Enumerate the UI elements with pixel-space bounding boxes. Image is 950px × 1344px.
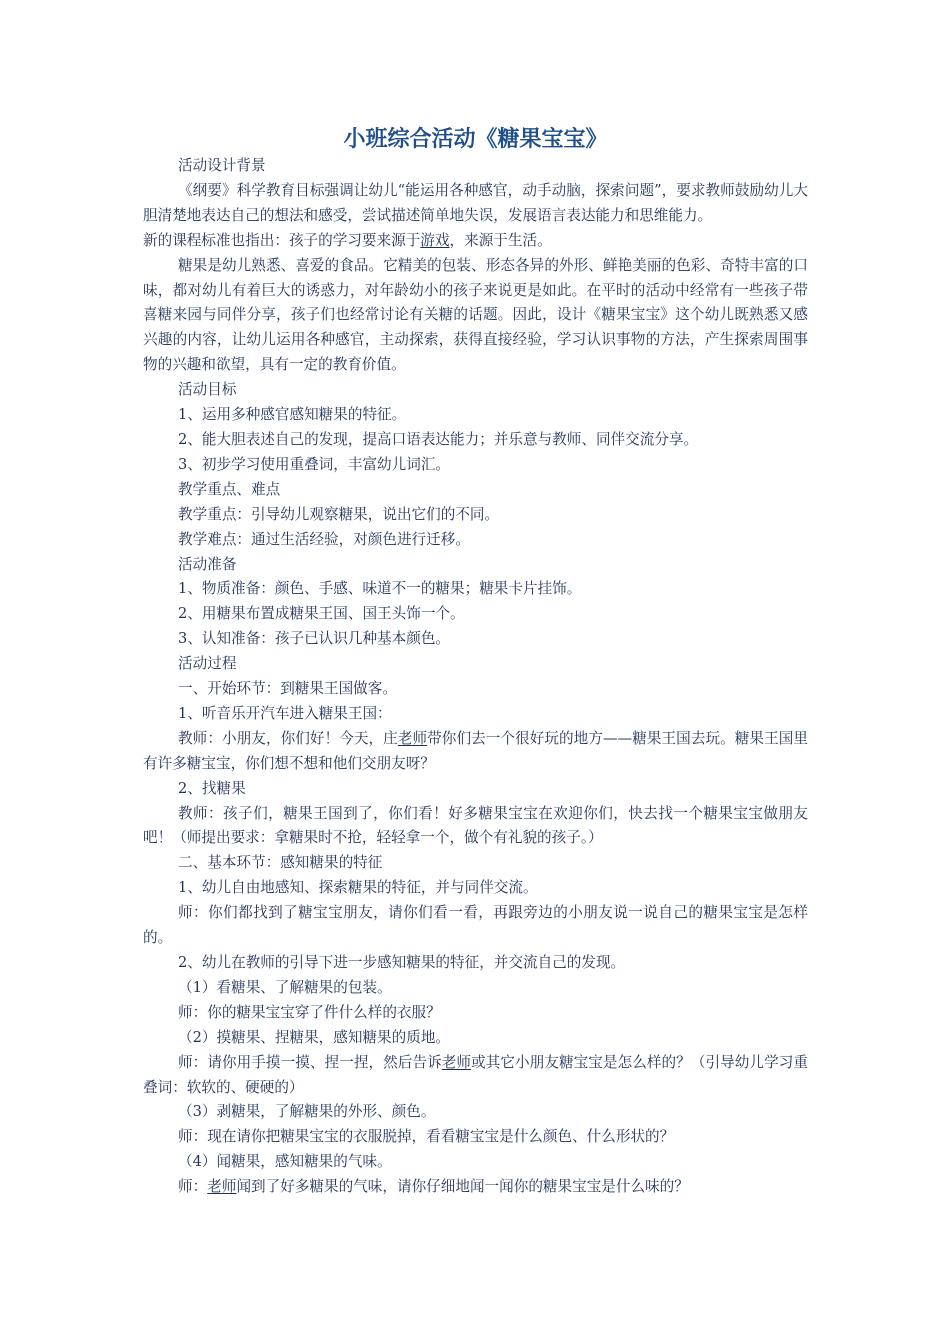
paragraph-text: 活动设计背景 <box>178 157 266 174</box>
paragraph <box>143 876 808 901</box>
paragraph-text: （1）看糖果、了解糖果的包装。 <box>178 978 392 996</box>
paragraph-text: 《纲要》科学教育目标强调让幼儿“能运用各种感官，动手动脑，探索问题”，要求教师鼓励幼儿大胆清楚地表达自己的想法和感受，尝试描述简单地失误，发展语言表达能力和思维能力。 <box>143 181 808 224</box>
paragraph <box>143 951 808 976</box>
paragraph-text: （2）摸糖果、捏糖果，感知糖果的质地。 <box>178 1028 451 1046</box>
paragraph-text: 1、物质准备：颜色、手感、味道不一的糖果；糖果卡片挂饰。 <box>178 580 582 598</box>
paragraph <box>143 254 808 379</box>
paragraph-text: 带你们去一个很好玩的地方——糖果王国去玩。糖果王国里有许多糖宝宝，你们想不想和他们交朋友呀？ <box>143 729 808 772</box>
paragraph-text: 或其它小朋友糖宝宝是怎么样的？（引导幼儿学习重叠词：软软的、硬硬的） <box>143 1053 808 1096</box>
paragraph-text: 3、初步学习使用重叠词，丰富幼儿词汇。 <box>178 455 451 473</box>
paragraph-text: 2、用糖果布置成糖果王国、国王头饰一个。 <box>178 605 465 623</box>
paragraph <box>143 851 808 876</box>
hyperlink[interactable]: 老师 <box>397 729 428 747</box>
paragraph <box>143 553 808 578</box>
paragraph-text: 师：请你用手摸一摸、捏一捏，然后告诉 <box>178 1053 442 1071</box>
paragraph-text: 一、开始环节：到糖果王国做客。 <box>178 680 397 698</box>
paragraph <box>143 702 808 727</box>
paragraph-text: 师： <box>178 1178 208 1196</box>
paragraph <box>143 1001 808 1026</box>
paragraph-text: 2、能大胆表述自己的发现，提高口语表达能力；并乐意与教师、同伴交流分享。 <box>178 430 699 448</box>
paragraph-text: 2、幼儿在教师的引导下进一步感知糖果的特征，并交流自己的发现。 <box>178 954 626 971</box>
paragraph-text: （3）剥糖果，了解糖果的外形、颜色。 <box>178 1103 436 1121</box>
paragraph <box>143 179 808 229</box>
paragraph-text: 教师：孩子们，糖果王国到了，你们看！好多糖果宝宝在欢迎你们，快去找一个糖果宝宝做朋友吧！（师提出要求：拿糖果时不抢，轻轻拿一个，做个有礼貌的孩子。） <box>143 804 808 847</box>
paragraph <box>143 453 808 478</box>
paragraph <box>143 1026 808 1051</box>
paragraph <box>143 1051 808 1101</box>
paragraph-text: 二、基本环节：感知糖果的特征 <box>178 854 383 872</box>
paragraph-text: 1、听音乐开汽车进入糖果王国： <box>178 704 392 722</box>
paragraph-text: 1、幼儿自由地感知、探索糖果的特征，并与同伴交流。 <box>178 879 538 897</box>
paragraph-list <box>143 154 808 1200</box>
paragraph-text: 闻到了好多糖果的气味，请你仔细地闻一闻你的糖果宝宝是什么味的？ <box>236 1178 689 1196</box>
paragraph <box>143 229 808 254</box>
paragraph <box>143 154 808 179</box>
document-body <box>143 124 808 1200</box>
paragraph-text: 2、找糖果 <box>178 779 246 797</box>
paragraph-text: 教学重点、难点 <box>178 480 281 498</box>
hyperlink[interactable]: 老师 <box>207 1178 237 1196</box>
paragraph <box>143 727 808 777</box>
paragraph <box>143 1150 808 1175</box>
paragraph <box>143 602 808 627</box>
paragraph <box>143 378 808 403</box>
paragraph-text: 糖果是幼儿熟悉、喜爱的食品。它精美的包装、形态各异的外形、鲜艳美丽的色彩、奇特丰富的口味，都对幼儿有着巨大的诱惑力，对年龄幼小的孩子来说更是如此。在平时的活动中经常有一些孩子带喜糖来园与同伴分享，孩子们也经常讨论有关糖的话题。因此，设计《糖果宝宝》这个幼儿既熟悉又感兴趣的内容，让幼儿运用各种感官，主动探索，获得直接经验，学习认识事物的方法，产生探索周围事物的兴趣和欲望，具有一定的教育价值。 <box>143 256 808 374</box>
hyperlink[interactable]: 老师 <box>441 1053 472 1071</box>
paragraph <box>143 577 808 602</box>
paragraph <box>143 1125 808 1150</box>
paragraph <box>143 777 808 802</box>
paragraph-text: ，来源于生活。 <box>449 231 552 249</box>
paragraph-text: 1、运用多种感官感知糖果的特征。 <box>178 406 407 424</box>
paragraph-text: 新的课程标准也指出：孩子的学习要来源于 <box>143 231 421 249</box>
paragraph <box>143 1175 808 1200</box>
paragraph-text: 教学重点：引导幼儿观察糖果，说出它们的不同。 <box>178 505 500 523</box>
paragraph-text: 教师：小朋友，你们好！今天，庄 <box>178 729 398 747</box>
paragraph-text: 师：你的糖果宝宝穿了件什么样的衣服？ <box>178 1003 441 1021</box>
paragraph-text: 教学难点：通过生活经验，对颜色进行迁移。 <box>178 530 470 548</box>
paragraph <box>143 901 808 951</box>
paragraph-text: 活动目标 <box>178 381 237 399</box>
paragraph-text: 活动过程 <box>178 655 237 673</box>
paragraph <box>143 802 808 852</box>
paragraph <box>143 976 808 1001</box>
paragraph <box>143 652 808 677</box>
paragraph-text: 师：你们都找到了糖宝宝朋友，请你们看一看，再跟旁边的小朋友说一说自己的糖果宝宝是怎样的。 <box>143 904 808 947</box>
paragraph-text: 3、认知准备：孩子已认识几种基本颜色。 <box>178 630 451 648</box>
paragraph <box>143 403 808 428</box>
paragraph <box>143 1100 808 1125</box>
paragraph <box>143 503 808 528</box>
hyperlink[interactable]: 游戏 <box>420 231 450 249</box>
paragraph <box>143 528 808 553</box>
paragraph <box>143 428 808 453</box>
paragraph-text: 师：现在请你把糖果宝宝的衣服脱掉，看看糖宝宝是什么颜色、什么形状的？ <box>178 1128 675 1146</box>
paragraph <box>143 478 808 503</box>
paragraph <box>143 677 808 702</box>
paragraph <box>143 627 808 652</box>
paragraph-text: 活动准备 <box>178 555 237 573</box>
document-title: 小班综合活动《糖果宝宝》 <box>343 126 608 152</box>
paragraph-text: （4）闻糖果，感知糖果的气味。 <box>178 1153 392 1171</box>
